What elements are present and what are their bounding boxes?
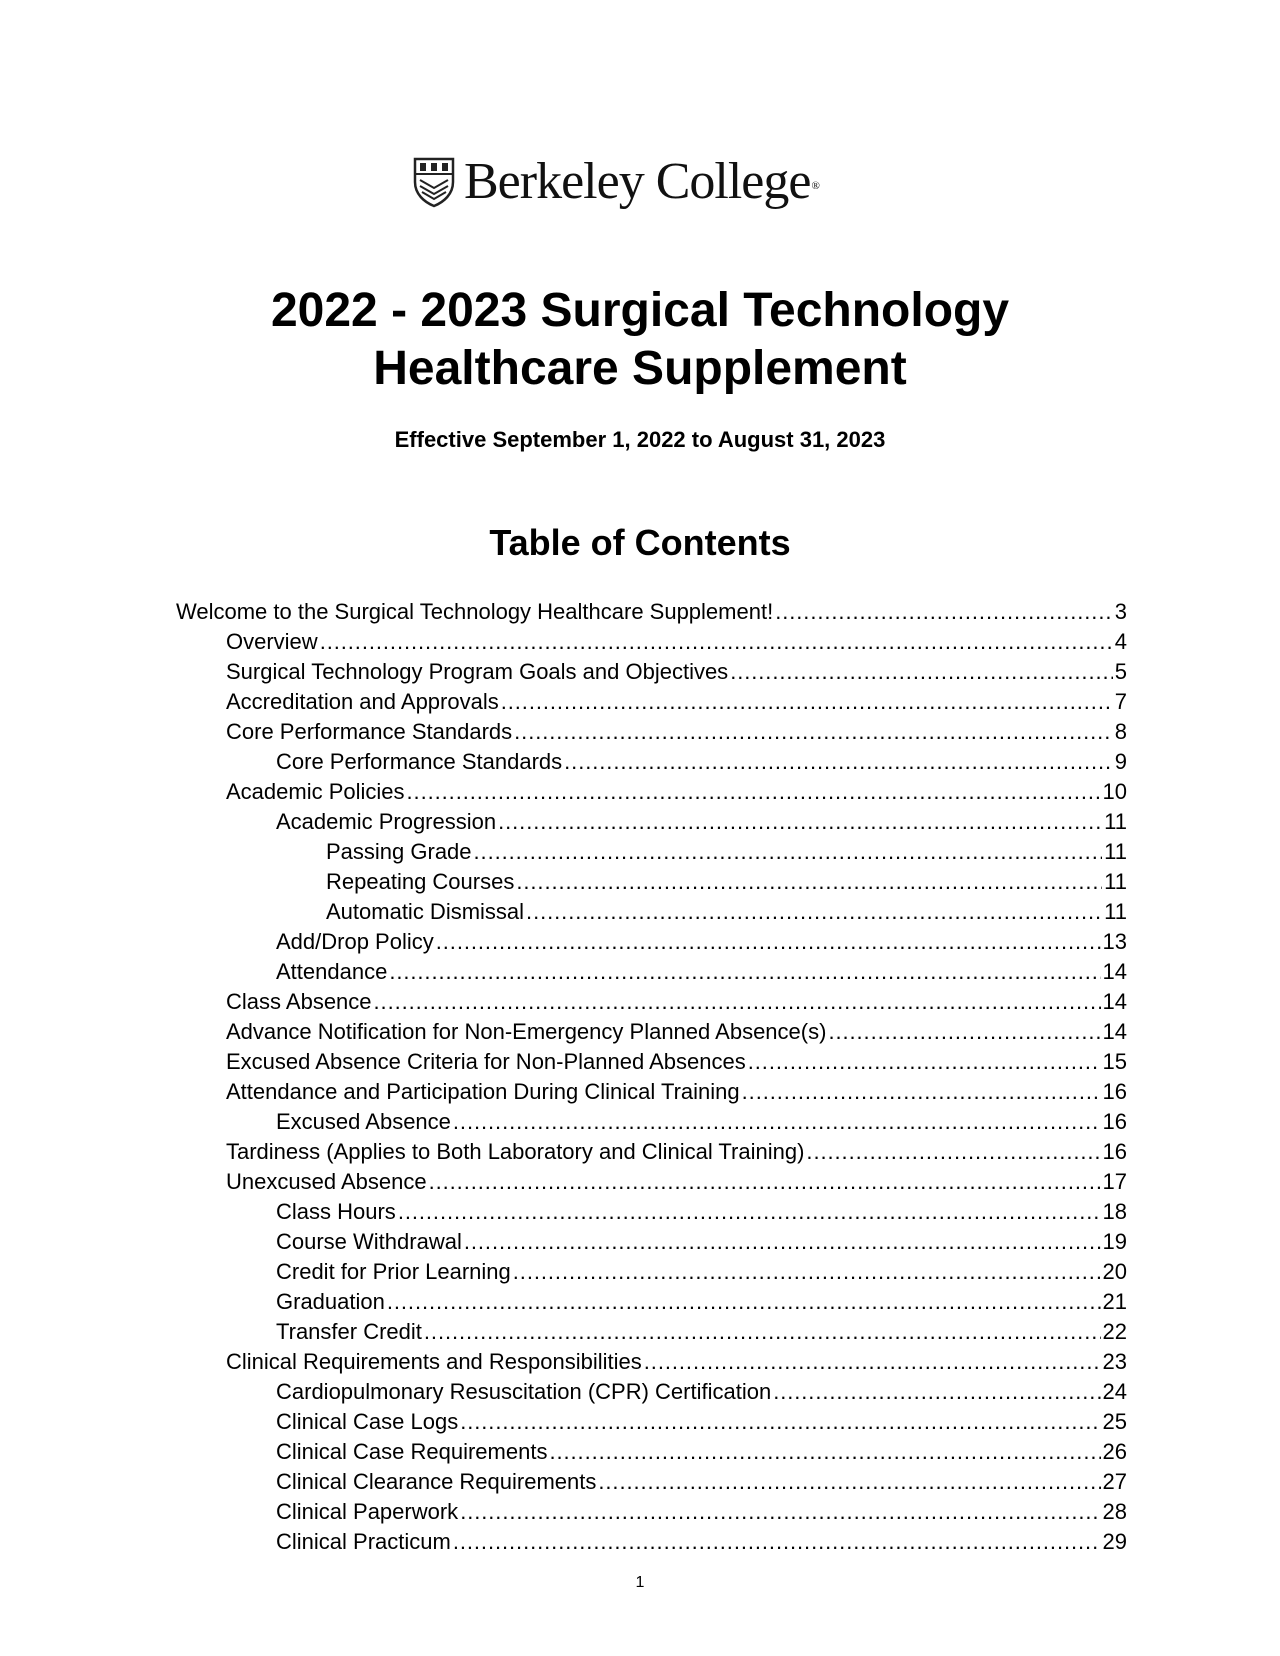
toc-heading: Table of Contents [489,522,791,563]
toc-entry-page: 18 [1102,1199,1127,1224]
toc-entry-label: Class Absence [226,989,372,1014]
toc-leader-dots [389,959,1100,985]
toc-entry[interactable] [176,625,1127,655]
toc-entry-label: Tardiness (Applies to Both Laboratory and Clinical Training) [226,1139,805,1164]
toc-entry-page: 15 [1102,1049,1127,1074]
toc-entry[interactable] [176,1465,1127,1495]
toc-entry-label: Class Hours [276,1199,396,1224]
toc-entry-label: Welcome to the Surgical Technology Healthcare Supplement! [176,599,774,624]
toc-leader-dots [526,899,1102,925]
toc-leader-dots [464,1229,1101,1255]
toc-entry[interactable] [176,895,1127,925]
toc-entry[interactable] [176,1045,1127,1075]
toc-leader-dots [516,869,1102,895]
toc-entry[interactable] [176,1135,1127,1165]
toc-entry-page: 7 [1114,689,1127,714]
toc-entry-page: 24 [1102,1379,1127,1404]
toc-entry-page: 4 [1114,629,1127,654]
toc-leader-dots [453,1529,1101,1555]
toc-entry-page: 11 [1104,809,1127,834]
toc-entry-label: Clinical Clearance Requirements [276,1469,597,1494]
toc-entry-page: 3 [1114,599,1127,624]
toc-entry[interactable] [176,745,1127,775]
toc-leader-dots [374,989,1101,1015]
toc-entry-label: Unexcused Absence [226,1169,427,1194]
toc-entry-page: 16 [1102,1079,1127,1104]
toc-entry-label: Repeating Courses [326,869,515,894]
toc-entry-page: 11 [1104,869,1127,894]
logo-wordmark: Berkeley College [464,153,811,210]
toc-entry-page: 11 [1104,899,1127,924]
toc-entry-page: 14 [1102,959,1127,984]
toc-leader-dots [429,1169,1101,1195]
toc-entry-label: Attendance and Participation During Clinical Training [226,1079,740,1104]
shield-crest-icon [412,156,456,208]
toc-entry-page: 16 [1102,1109,1127,1134]
toc-entry[interactable] [176,1495,1127,1525]
toc-entry-label: Advance Notification for Non-Emergency Planned Absence(s) [226,1019,827,1044]
toc-entry-page: 20 [1102,1259,1127,1284]
toc-entry-label: Transfer Credit [276,1319,422,1344]
toc-entry[interactable] [176,685,1127,715]
toc-leader-dots [387,1289,1101,1315]
toc-entry-page: 13 [1102,929,1127,954]
toc-entry-page: 28 [1102,1499,1127,1524]
toc-entry[interactable] [176,865,1127,895]
toc-entry[interactable] [176,1525,1127,1555]
toc-entry[interactable] [176,1375,1127,1405]
toc-leader-dots [407,779,1101,805]
toc-entry[interactable] [176,925,1127,955]
toc-leader-dots [598,1469,1100,1495]
toc-entry-page: 11 [1104,839,1127,864]
toc-leader-dots [644,1349,1101,1375]
toc-leader-dots [514,719,1113,745]
toc-leader-dots [773,1379,1100,1405]
toc-entry-label: Credit for Prior Learning [276,1259,511,1284]
title-line-1: 2022 - 2023 Surgical Technology [270,284,1010,337]
toc-entry-page: 14 [1102,989,1127,1014]
toc-entry-label: Academic Progression [276,809,497,834]
toc-entry[interactable] [176,1435,1127,1465]
toc-entry-label: Attendance [276,959,388,984]
toc-leader-dots [513,1259,1101,1285]
toc-entry-page: 5 [1114,659,1127,684]
toc-leader-dots [320,629,1113,655]
toc-entry-label: Graduation [276,1289,385,1314]
toc-entry-page: 14 [1102,1019,1127,1044]
toc-entry-label: Cardiopulmonary Resuscitation (CPR) Certification [276,1379,772,1404]
toc-entry[interactable] [176,1405,1127,1435]
toc-entry[interactable] [176,1075,1127,1105]
toc-entry-page: 10 [1102,779,1127,804]
toc-entry-label: Core Performance Standards [226,719,513,744]
toc-entry-label: Clinical Case Logs [276,1409,459,1434]
toc-leader-dots [564,749,1113,775]
title-line-2: Healthcare Supplement [373,342,907,395]
toc-entry-page: 26 [1102,1439,1127,1464]
toc-entry-label: Clinical Paperwork [276,1499,459,1524]
table-of-contents [176,595,1127,1555]
toc-entry[interactable] [176,1255,1127,1285]
toc-leader-dots [748,1049,1101,1075]
toc-entry-page: 29 [1102,1529,1127,1554]
toc-entry-label: Course Withdrawal [276,1229,462,1254]
toc-entry-page: 27 [1102,1469,1127,1494]
toc-entry-label: Clinical Practicum [276,1529,451,1554]
toc-entry-page: 17 [1102,1169,1127,1194]
toc-leader-dots [549,1439,1100,1465]
toc-leader-dots [424,1319,1101,1345]
toc-entry[interactable] [176,1285,1127,1315]
toc-leader-dots [436,929,1101,955]
toc-entry[interactable] [176,835,1127,865]
toc-entry-page: 16 [1102,1139,1127,1164]
toc-leader-dots [501,689,1113,715]
toc-leader-dots [742,1079,1101,1105]
toc-entry-page: 21 [1102,1289,1127,1314]
toc-leader-dots [460,1499,1100,1525]
toc-entry-page: 9 [1114,749,1127,774]
toc-entry[interactable] [176,805,1127,835]
toc-entry-page: 25 [1102,1409,1127,1434]
toc-entry[interactable] [176,955,1127,985]
document-title [0,282,1280,398]
toc-entry-label: Core Performance Standards [276,749,563,774]
toc-entry-page: 19 [1102,1229,1127,1254]
toc-entry-label: Clinical Case Requirements [276,1439,548,1464]
toc-entry[interactable] [176,715,1127,745]
toc-entry-label: Accreditation and Approvals [226,689,499,714]
toc-leader-dots [398,1199,1101,1225]
toc-leader-dots [453,1109,1101,1135]
toc-leader-dots [498,809,1102,835]
toc-entry-label: Automatic Dismissal [326,899,525,924]
toc-entry-page: 23 [1102,1349,1127,1374]
toc-entry[interactable] [176,985,1127,1015]
toc-entry-label: Clinical Requirements and Responsibilities [226,1349,642,1374]
toc-entry[interactable] [176,1105,1127,1135]
toc-entry-label: Overview [226,629,318,654]
toc-entry-label: Add/Drop Policy [276,929,434,954]
toc-entry[interactable] [176,595,1127,625]
toc-entry[interactable] [176,1315,1127,1345]
toc-entry[interactable] [176,1015,1127,1045]
page-number: 1 [635,1574,645,1591]
toc-entry-label: Academic Policies [226,779,405,804]
toc-entry-label: Passing Grade [326,839,472,864]
toc-leader-dots [730,659,1113,685]
toc-entry-label: Excused Absence Criteria for Non-Planned Absences [226,1049,746,1074]
toc-entry[interactable] [176,1225,1127,1255]
toc-entry[interactable] [176,775,1127,805]
toc-entry-label: Excused Absence [276,1109,451,1134]
toc-entry-label: Surgical Technology Program Goals and Objectives [226,659,729,684]
toc-entry[interactable] [176,1165,1127,1195]
toc-leader-dots [775,599,1113,625]
toc-entry[interactable] [176,1345,1127,1375]
college-logo [412,150,820,214]
toc-leader-dots [828,1019,1100,1045]
toc-leader-dots [474,839,1103,865]
toc-entry[interactable] [176,1195,1127,1225]
toc-entry-page: 8 [1114,719,1127,744]
registered-mark: ® [811,180,820,192]
toc-entry-page: 22 [1102,1319,1127,1344]
toc-leader-dots [806,1139,1100,1165]
toc-entry[interactable] [176,655,1127,685]
effective-dates: Effective September 1, 2022 to August 31, 2023 [394,427,886,452]
toc-leader-dots [460,1409,1100,1435]
